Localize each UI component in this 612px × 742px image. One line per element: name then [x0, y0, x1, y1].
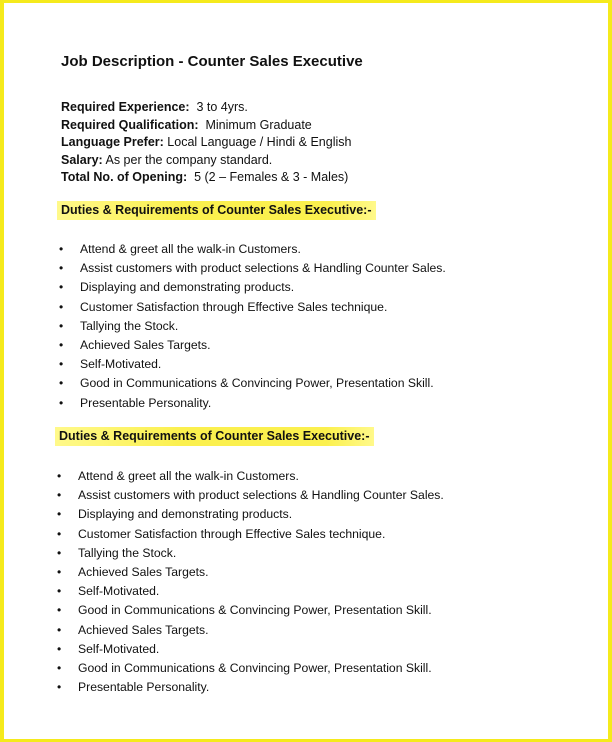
- bullet-icon: •: [57, 641, 62, 656]
- detail-openings: [61, 169, 351, 187]
- detail-label: Total No. of Opening:: [61, 170, 188, 184]
- bullet-icon: •: [59, 261, 64, 276]
- job-details: [61, 99, 351, 187]
- list-item: [57, 544, 444, 563]
- detail-label: Required Qualification:: [61, 117, 199, 132]
- bullet-icon: •: [59, 318, 64, 333]
- bullet-icon: •: [57, 488, 62, 503]
- bullet-icon: •: [57, 660, 62, 675]
- list-item: [59, 355, 446, 374]
- section-heading-2: Duties & Requirements of Counter Sales Executive:-: [55, 427, 374, 446]
- list-item-text: Self-Motivated.: [78, 641, 160, 656]
- list-item: [59, 298, 446, 317]
- list-item-text: Good in Communications & Convincing Power, Presentation Skill.: [80, 376, 434, 391]
- list-item: [59, 394, 446, 413]
- list-item: [57, 582, 444, 601]
- list-item-text: Achieved Sales Targets.: [78, 622, 209, 637]
- detail-value: 5 (2 – Females & 3 - Males): [194, 170, 349, 184]
- bullet-icon: •: [57, 603, 62, 618]
- bullet-icon: •: [59, 280, 64, 295]
- list-item: [57, 505, 444, 524]
- list-item-text: Good in Communications & Convincing Power, Presentation Skill.: [78, 660, 432, 675]
- list-item-text: Assist customers with product selections & Handling Counter Sales.: [78, 488, 444, 503]
- bullet-icon: •: [57, 507, 62, 522]
- list-item: [59, 336, 446, 355]
- detail-value: Minimum Graduate: [205, 117, 312, 132]
- bullet-icon: •: [59, 337, 64, 352]
- list-item: [59, 259, 446, 278]
- list-item: [57, 525, 444, 544]
- detail-language: [61, 134, 351, 152]
- bullet-icon: •: [57, 564, 62, 579]
- list-item-text: Achieved Sales Targets.: [80, 337, 211, 352]
- list-item: [59, 374, 446, 393]
- list-item-text: Good in Communications & Convincing Power, Presentation Skill.: [78, 603, 432, 618]
- list-item-text: Tallying the Stock.: [78, 545, 177, 560]
- list-item-text: Displaying and demonstrating products.: [80, 280, 295, 295]
- list-item: [57, 563, 444, 582]
- list-item: [57, 601, 444, 620]
- bullet-icon: •: [57, 622, 62, 637]
- bullet-icon: •: [59, 376, 64, 391]
- duties-list-1: [59, 240, 446, 413]
- bullet-icon: •: [59, 299, 64, 314]
- bullet-icon: •: [59, 357, 64, 372]
- list-item-text: Presentable Personality.: [80, 395, 212, 410]
- list-item-text: Attend & greet all the walk-in Customers.: [78, 469, 299, 483]
- detail-value: Local Language / Hindi & English: [167, 135, 352, 149]
- list-item: [57, 659, 444, 678]
- document-title: Job Description - Counter Sales Executive: [61, 53, 363, 70]
- detail-label: Language Prefer:: [61, 135, 164, 149]
- bullet-icon: •: [57, 680, 62, 695]
- bullet-icon: •: [57, 469, 62, 483]
- list-item-text: Self-Motivated.: [80, 357, 162, 372]
- list-item-text: Assist customers with product selections & Handling Counter Sales.: [80, 261, 446, 276]
- list-item: [57, 640, 444, 659]
- list-item-text: Self-Motivated.: [78, 584, 160, 599]
- bullet-icon: •: [57, 545, 62, 560]
- list-item: [57, 486, 444, 505]
- bullet-icon: •: [59, 395, 64, 410]
- detail-value: 3 to 4yrs.: [196, 100, 248, 114]
- document-page: [4, 3, 608, 739]
- list-item: [59, 317, 446, 336]
- detail-salary: [61, 152, 351, 170]
- detail-label: Required Experience:: [61, 100, 190, 114]
- bullet-icon: •: [57, 584, 62, 599]
- list-item-text: Customer Satisfaction through Effective Sales technique.: [78, 526, 386, 541]
- detail-label: Salary:: [61, 152, 103, 167]
- list-item-text: Attend & greet all the walk-in Customers.: [80, 242, 301, 256]
- list-item-text: Customer Satisfaction through Effective Sales technique.: [80, 299, 388, 314]
- list-item: [59, 240, 446, 259]
- list-item-text: Tallying the Stock.: [80, 318, 179, 333]
- detail-experience: [61, 99, 351, 117]
- list-item: [57, 467, 444, 486]
- list-item: [57, 678, 444, 697]
- section-heading-1: Duties & Requirements of Counter Sales Executive:-: [57, 201, 376, 220]
- bullet-icon: •: [59, 242, 64, 256]
- bullet-icon: •: [57, 526, 62, 541]
- detail-value: As per the company standard.: [105, 152, 273, 167]
- detail-qualification: [61, 117, 351, 135]
- list-item: [57, 621, 444, 640]
- duties-list-2: [57, 467, 444, 697]
- list-item-text: Presentable Personality.: [78, 680, 210, 695]
- list-item-text: Displaying and demonstrating products.: [78, 507, 293, 522]
- list-item: [59, 278, 446, 297]
- list-item-text: Achieved Sales Targets.: [78, 564, 209, 579]
